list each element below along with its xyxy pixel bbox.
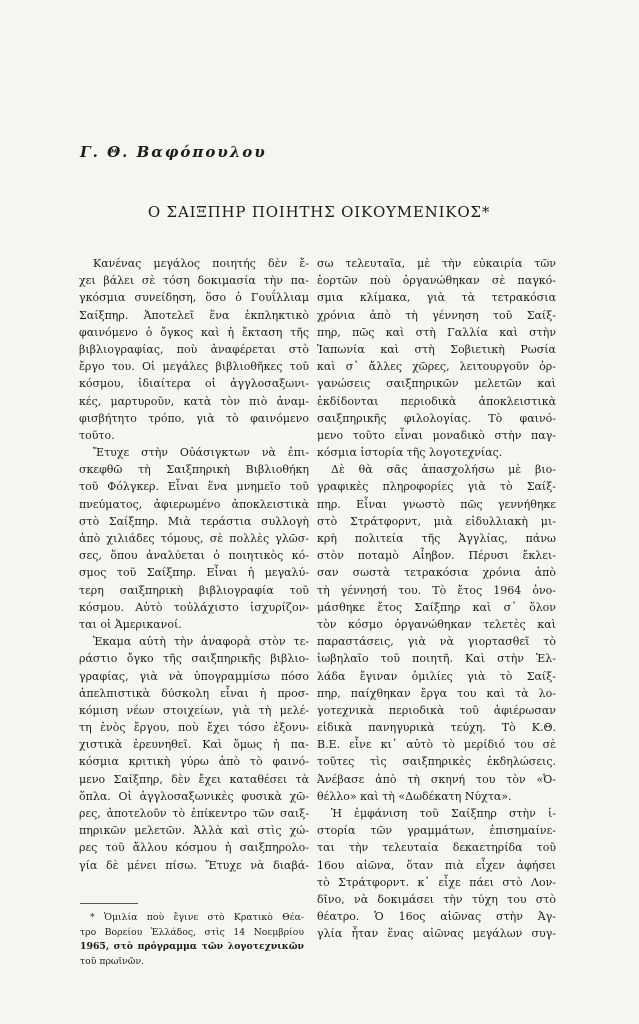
text-line: κές, μαρτυροῦν, κατὰ τὸν πιὸ ἀναμ-	[79, 394, 309, 408]
text-line: 16ου αἰῶνα, ὅταν πιὰ εἶχεν ἀφήσει	[317, 858, 556, 872]
text-line: μάσθηκε ἔτος Σαίξπηρ καὶ σ᾽ ὅλον	[317, 600, 556, 614]
text-line: κρὴ πολιτεία τῆς Ἀγγλίας, πάνω	[317, 532, 556, 545]
text-line: στὸ Σαίξπηρ. Μιὰ τεράστια συλλογὴ	[79, 514, 309, 528]
text-line: Κανένας μεγάλος ποιητής δὲν ἔ-	[93, 257, 309, 270]
footnote-line: 1965, στὸ πρόγραμμα τῶν λογοτεχνικῶν	[80, 941, 304, 952]
text-line: φισβήτητο τρόπο, γιὰ τὸ φαινόμενο	[79, 411, 309, 425]
text-line: βιβλιογραφίας, ποὺ ἀναφέρεται στὸ	[79, 342, 309, 356]
text-line: λάδα ἔγιναν ὁμιλίες γιὰ τὸ Σαίξ-	[317, 669, 556, 683]
text-line: γραφίας, γιὰ νὰ ὑπογραμμίσω πόσο	[79, 669, 309, 683]
text-line: γκόσμια συνείδηση, ὅσο ὁ Γουΐλλιαμ	[79, 291, 309, 305]
left-column	[79, 255, 309, 874]
text-line: εἰδικὰ πανηγυρικὰ τεύχη. Τὸ Κ.Θ.	[317, 721, 556, 735]
text-line: ἀπὸ χιλιάδες τόμους, σὲ πολλὲς γλῶσ-	[79, 532, 309, 545]
text-line: θέατρο. Ὁ 16ος αἰῶνας στὴν Ἀγ-	[317, 910, 556, 924]
author-name: Γ. Θ. Βαφόπουλου	[80, 143, 267, 161]
text-line: σαιξπηρικῆς φιλολογίας. Τὸ φαινό-	[317, 411, 556, 425]
text-line: τερη σαιξπηρικὴ βιβλιογραφία τοῦ	[79, 583, 309, 597]
text-line: πηρικῶν μελετῶν. Ἀλλὰ καὶ στὶς χώ-	[79, 824, 309, 838]
text-line: σαν σωστὰ τετρακόσια χρόνια ἀπὸ	[317, 566, 556, 580]
text-line: Ἀνέβασε ἀπὸ τὴ σκηνή του τὸν «Ὀ-	[317, 772, 556, 786]
text-line: πνεύματος, ἀφιερωμένο ἀποκλειστικὰ	[79, 497, 309, 511]
text-line: ρες τοῦ ἄλλου κόσμου ἡ σαιξπηρολο-	[79, 841, 309, 855]
text-line: τοῦτο.	[79, 428, 115, 442]
text-line: Ἡ ἐμφάνιση τοῦ Σαίξπηρ στὴν ἱ-	[331, 807, 556, 820]
text-line: μενο Σαίξπηρ, δὲν ἔχει καταθέσει τὰ	[79, 772, 309, 786]
text-line: κόσμια ἱστορία τῆς λογοτεχνίας.	[317, 446, 503, 460]
text-line: δῖνο, νὰ δοκιμάσει τὴν τύχη του στὸ	[317, 892, 556, 906]
text-line: σκεφθῶ τὴ Σαιξπηρικὴ Βιβλιοθήκη	[79, 463, 309, 477]
text-line: τη ἑνὸς ἔργου, ποὺ ἔχει τόσο ἐξονυ-	[79, 721, 309, 735]
article-title: Ο ΣΑΙΞΠΗΡ ΠΟΙΗΤΗΣ ΟΙΚΟΥΜΕΝΙΚΟΣ*	[147, 203, 491, 221]
text-line: σμια κλίμακα, γιὰ τὰ τετρακόσια	[317, 291, 556, 305]
text-line: τὸν κόσμο ὀργανώθηκαν τελετὲς καὶ	[317, 617, 556, 631]
text-line: χιστικὰ ἐρευνηθεῖ. Καὶ ὅμως ἡ πα-	[79, 738, 309, 752]
text-line: τὴ γέννησή του. Τὸ ἔτος 1964 ὀνο-	[317, 583, 556, 597]
text-line: στὸ Στράτφορντ, μιὰ εἰδυλλιακὴ μι-	[317, 514, 556, 528]
text-line: Ἔτυχε στὴν Οὐάσιγκτων νὰ ἐπι-	[93, 446, 309, 460]
text-line: κόμιση νέων στοιχείων, γιὰ τὴ μελέ-	[79, 703, 309, 717]
footnote-line: * Ὁμιλία ποὺ ἔγινε στὸ Κρατικὸ Θέα-	[90, 912, 304, 923]
text-line: στὸν ποταμὸ Αἶηβον. Πέρυσι ἔκλει-	[317, 549, 556, 563]
text-line: ἑορτῶν ποὺ ὀργανώθηκαν σὲ παγκό-	[317, 274, 556, 288]
text-line: ἀπελπιστικὰ δύσκολη εἶναι ἡ προσ-	[79, 686, 309, 700]
text-line: τοῦτες τὶς σαιξπηρικὲς ἐκδηλώσεις.	[317, 755, 556, 769]
text-line: σω τελευταῖα, μὲ τὴν εὐκαιρία τῶν	[317, 257, 556, 270]
text-line: πηρ. Εἶναι γνωστὸ πῶς γεννήθηκε	[317, 497, 556, 511]
text-line: φαινόμενο ὁ ὄγκος καὶ ἡ ἔκταση τῆς	[79, 325, 309, 339]
text-line: Σαίξπηρ. Ἀποτελεῖ ἕνα ἐκπληκτικὸ	[79, 308, 309, 322]
text-line: κόσμια κριτικὴ γύρω ἀπὸ τὸ φαινό-	[79, 755, 309, 769]
text-line: ἐκδίδονται περιοδικὰ ἀποκλειστικὰ	[317, 394, 556, 408]
text-line: ται οἱ Ἀμερικανοί.	[79, 617, 182, 631]
text-line: παραστάσεις, γιὰ νὰ γιορτασθεῖ τὸ	[317, 635, 556, 649]
text-line: πηρ, πῶς καὶ στὴ Γαλλία καὶ στὴν	[317, 325, 556, 339]
footnote	[80, 911, 304, 969]
text-line: χρόνια ἀπὸ τὴ γέννηση τοῦ Σαίξ-	[317, 308, 556, 322]
text-line: Β.Ε. εἶνε κι᾽ αὐτὸ τὸ μερίδιό του σὲ	[317, 738, 556, 752]
text-line: θέλλο» καὶ τὴ «Δωδέκατη Νύχτα».	[317, 789, 512, 803]
text-line: ἔργο του. Οἱ μεγάλες βιβλιοθῆκες τοῦ	[79, 360, 309, 374]
text-line: κόσμου, ἰδιαίτερα οἱ ἀγγλοσαξωνι-	[79, 377, 309, 391]
text-line: ἰωβηλαῖο τοῦ ποιητῆ. Καὶ στὴν Ἑλ-	[317, 652, 556, 666]
text-line: γανώσεις σαιξπηρικῶν μελετῶν καὶ	[317, 377, 556, 391]
text-line: ράστιο ὄγκο τῆς σαιξπηρικῆς βιβλιο-	[79, 652, 309, 666]
text-line: ρες, ἀποτελοῦν τὸ ἐπίκεντρο τῶν σαιξ-	[79, 807, 309, 820]
text-line: γοτεχνικὰ περιοδικὰ τοῦ ἀφιέρωσαν	[317, 703, 556, 717]
text-line: μενο τοῦτο εἶναι μοναδικὸ στὴν παγ-	[317, 428, 556, 442]
text-line: κόσμου. Αὐτὸ τοὐλάχιστο ἰσχυρίζον-	[79, 600, 309, 614]
text-line: ὅπλα. Οἱ ἀγγλοσαξωνικὲς φυσικὰ χῶ-	[79, 789, 309, 803]
footnote-line: τρο Βορείου Ἑλλάδος, στὶς 14 Νοεμβρίου	[80, 926, 304, 938]
text-line: γλία ἦταν ἕνας αἰῶνας μεγάλων συγ-	[317, 927, 556, 941]
text-line: σμος τοῦ Σαίξπηρ. Εἶναι ἡ μεγαλύ-	[79, 566, 309, 580]
text-line: πηρ, παίχθηκαν ἔργα του καὶ τὰ λο-	[317, 686, 556, 700]
text-line: χει βάλει σὲ τόση δοκιμασία τὴν πα-	[79, 274, 309, 288]
text-line: σες, ὅπου ἀναλύεται ὁ ποιητικὸς κό-	[79, 549, 309, 563]
text-line: Δὲ θὰ σᾶς ἀπασχολήσω μὲ βιο-	[331, 463, 556, 477]
footnote-divider	[80, 903, 138, 904]
text-line: τὸ Στράτφορντ. κ᾽ εἶχε πάει στὸ Λον-	[317, 875, 556, 889]
text-line: τοῦ Φόλγκερ. Εἶναι ἕνα μνημεῖο τοῦ	[79, 480, 309, 494]
text-line: ται τὴν τελευταία δεκαετηρίδα τοῦ	[317, 841, 556, 855]
text-line: στορία τῶν γραμμάτων, ἐπισημαίνε-	[317, 824, 556, 838]
text-line: καὶ σ᾽ ἄλλες χῶρες, λειτουργοῦν ὀρ-	[317, 360, 556, 374]
right-column	[317, 255, 556, 943]
text-line: γία δὲ μένει πίσω. Ἔτυχε νὰ διαβά-	[79, 858, 309, 872]
text-line: Ἰαπωνία καὶ στὴ Σοβιετικὴ Ρωσία	[317, 342, 556, 356]
text-line: Ἐκαμα αὐτὴ τὴν ἀναφορὰ στὸν τε-	[93, 635, 309, 649]
text-line: γραφικὲς πληροφορίες γιὰ τὸ Σαίξ-	[317, 480, 556, 494]
footnote-line: τοῦ πρωϊνῶν.	[80, 955, 144, 967]
